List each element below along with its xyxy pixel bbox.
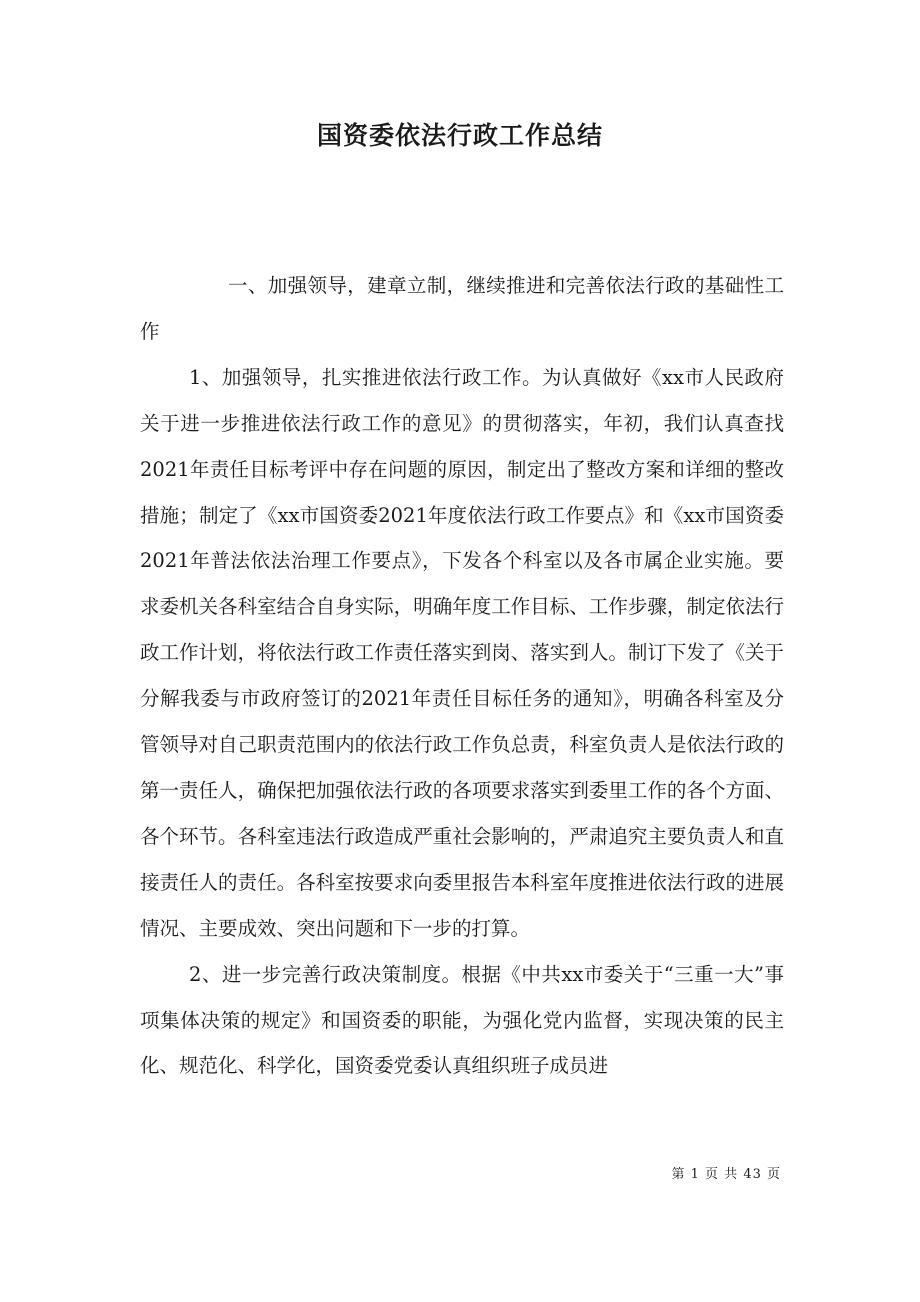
section-heading: 一、加强领导，建章立制，继续推进和完善依法行政的基础性工作 [140,274,784,343]
page-number-footer: 第 1 页 共 43 页 [671,1167,781,1182]
paragraph-1: 1、加强领导，扎实推进依法行政工作。为认真做好《xx市人民政府关于进一步推进依法行政工作的意见》的贯彻落实，年初，我们认真查找2021年责任目标考评中存在问题的原因，制定出了整改方案和详细的整改措施；制定了《xx市国资委2021年度依法行政工作要点》和《xx市国资委2021年普法依法治理工作要点》，下发各个科室以及各市属企业实施。要求委机关各科室结合自身实际，明确年度工作目标、工作步骤，制定依法行政工作计划，将依法行政工作责任落实到岗、落实到人。制订下发了《关于分解我委与市政府签订的2021年责任目标任务的通知》，明确各科室及分管领导对自己职责范围内的依法行政工作负总责，科室负责人是依法行政的第一责任人，确保把加强依法行政的各项要求落实到委里工作的各个方面、各个环节。各科室违法行政造成严重社会影响的，严肃追究主要负责人和直接责任人的责任。各科室按要求向委里报告本科室年度推进依法行政的进展情况、主要成效、突出问题和下一步的打算。 [140,365,784,940]
paragraph-2: 2、进一步完善行政决策制度。根据《中共xx市委关于“三重一大”事项集体决策的规定》和国资委的职能，为强化党内监督，实现决策的民主化、规范化、科学化，国资委党委认真组织班子成员进 [140,962,784,1078]
document-body [140,263,784,1089]
document-title: 国资委依法行政工作总结 [316,121,603,150]
